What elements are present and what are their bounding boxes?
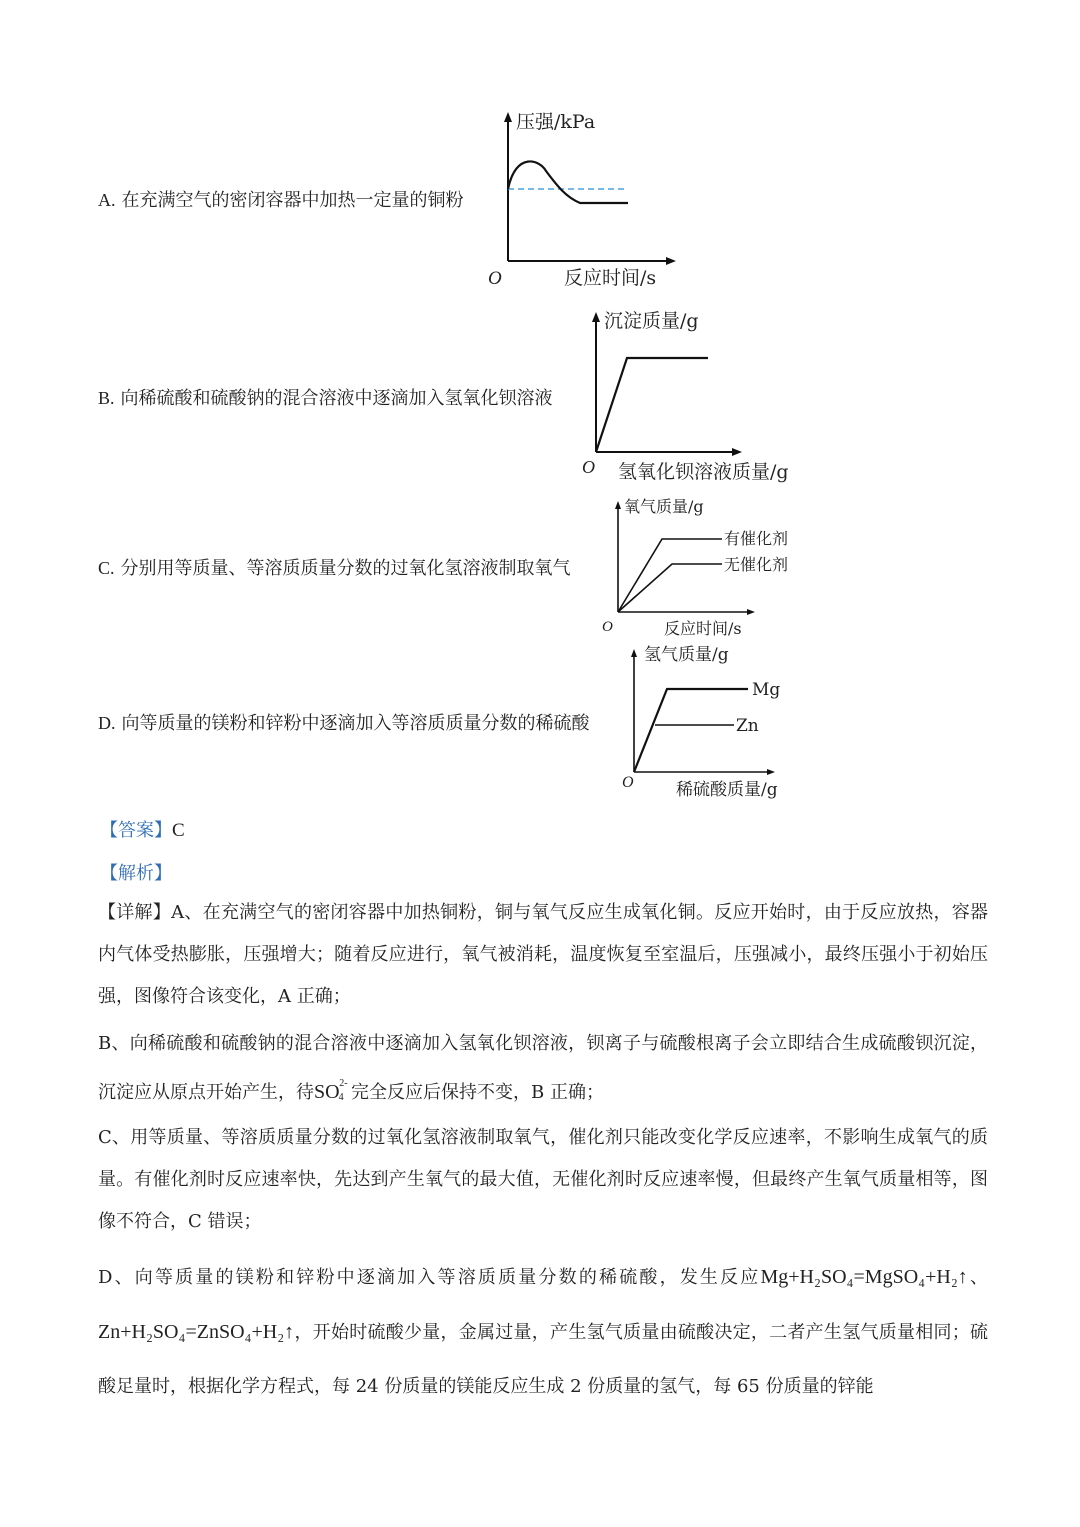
origin-label: O — [622, 774, 634, 791]
ion-symbol: SO — [314, 1081, 340, 1103]
detail-d-sep: 、 — [967, 1267, 988, 1288]
x-axis-arrow — [747, 609, 755, 615]
option-letter: A. — [98, 190, 116, 210]
bracket-open: 【 — [100, 820, 118, 841]
x-axis-arrow — [666, 257, 676, 265]
y-label: 氢气质量/g — [644, 645, 729, 665]
x-label: 反应时间/s — [564, 267, 657, 289]
option-a — [98, 186, 464, 212]
y-label: 压强/kPa — [516, 111, 596, 133]
chart-c — [600, 492, 810, 646]
option-text: 向稀硫酸和硫酸钠的混合溶液中逐滴加入氢氧化钡溶液 — [120, 388, 553, 409]
series-line-catalyst — [618, 539, 722, 612]
answer-label: 答案 — [118, 820, 154, 841]
chart-b — [580, 305, 810, 489]
series-label-no-catalyst: 无催化剂 — [724, 555, 789, 574]
option-text: 向等质量的镁粉和锌粉中逐滴加入等溶质质量分数的稀硫酸 — [121, 713, 590, 734]
series-label-mg: Mg — [752, 680, 781, 700]
series-label-zn: Zn — [736, 716, 759, 736]
option-b — [98, 384, 553, 410]
detail-d-end: ，开始时硫酸少量，金属过量，产生氢气质量由硫酸决定，二者产生氢气质量相同；硫酸足量时，根据化学方程式，每 24 份质量的镁能反应生成 2 份质量的氢气，每 65 份质量的锌能 — [98, 1322, 988, 1397]
x-axis-arrow — [767, 769, 775, 775]
chart-d — [618, 640, 808, 809]
detail-prefix: 【详解】 — [98, 902, 172, 923]
analysis-label: 解析 — [118, 863, 154, 884]
bracket-open: 【 — [100, 863, 118, 884]
pressure-curve — [508, 161, 628, 203]
precipitate-curve — [596, 358, 708, 452]
option-text: 在充满空气的密闭容器中加热一定量的铜粉 — [121, 190, 464, 211]
x-label: 氢氧化钡溶液质量/g — [618, 461, 789, 483]
x-label: 稀硫酸质量/g — [676, 780, 778, 800]
series-label-catalyst: 有催化剂 — [724, 529, 789, 548]
answer-line — [100, 816, 185, 842]
analysis-heading — [100, 859, 172, 885]
x-axis-arrow — [732, 448, 742, 456]
option-letter: B. — [98, 388, 115, 408]
option-c — [98, 554, 571, 580]
detail-d — [98, 1250, 988, 1414]
y-axis-arrow — [615, 501, 621, 509]
detail-a-text: A、在充满空气的密闭容器中加热铜粉，铜与氧气反应生成氧化铜。反应开始时，由于反应放热，容器内气体受热膨胀，压强增大；随着反应进行，氧气被消耗，温度恢复至室温后，压强减小，最终压强小于初始压强，图像符合该变化，A 正确； — [98, 902, 989, 1007]
detail-b — [98, 1020, 988, 1117]
detail-a — [98, 892, 988, 1018]
y-label: 沉淀质量/g — [604, 310, 699, 332]
y-axis-arrow — [631, 649, 637, 657]
equation-mg: Mg+H₂SO₄=MgSO₄+H₂↑ — [760, 1266, 968, 1288]
origin-label: O — [602, 619, 613, 635]
detail-d-start: D、向等质量的镁粉和锌粉中逐滴加入等溶质质量分数的稀硫酸，发生反应 — [98, 1267, 761, 1288]
x-label: 反应时间/s — [664, 619, 742, 638]
sulfate-ion — [314, 1068, 348, 1116]
origin-label: O — [582, 457, 595, 477]
ion-subscript: 4 — [338, 1092, 344, 1103]
bracket-close: 】 — [154, 863, 172, 884]
option-text: 分别用等质量、等溶质质量分数的过氧化氢溶液制取氧气 — [120, 558, 571, 579]
option-letter: C. — [98, 558, 115, 578]
detail-c — [98, 1117, 988, 1243]
y-axis-arrow — [504, 112, 512, 122]
option-d — [98, 709, 590, 735]
y-label: 氧气质量/g — [624, 497, 704, 516]
y-axis-arrow — [592, 312, 600, 322]
detail-b-end: 完全反应后保持不变，B 正确； — [351, 1082, 604, 1103]
detail-b-start: B、向稀硫酸和硫酸钠的混合溶液中逐滴加入氢氧化钡溶液，钡离子与硫酸根离子会立即结合生成硫酸钡沉淀，沉淀应从原点开始产生，待 — [98, 1033, 988, 1103]
series-line-no-catalyst — [618, 564, 722, 612]
ion-charge: 2- — [339, 1078, 348, 1089]
answer-value: C — [172, 820, 185, 841]
series-line-mg — [634, 689, 748, 772]
chart-a — [480, 105, 680, 294]
origin-label: O — [488, 268, 502, 289]
equation-zn: Zn+H₂SO₄=ZnSO₄+H₂↑ — [98, 1321, 295, 1343]
bracket-close: 】 — [154, 820, 172, 841]
option-letter: D. — [98, 713, 116, 733]
detail-c-text: C、用等质量、等溶质质量分数的过氧化氢溶液制取氧气，催化剂只能改变化学反应速率，不影响生成氧气的质量。有催化剂时反应速率快，先达到产生氧气的最大值，无催化剂时反应速率慢，但最终产生氧气质量相等，图像不符合，C 错误； — [98, 1127, 988, 1232]
